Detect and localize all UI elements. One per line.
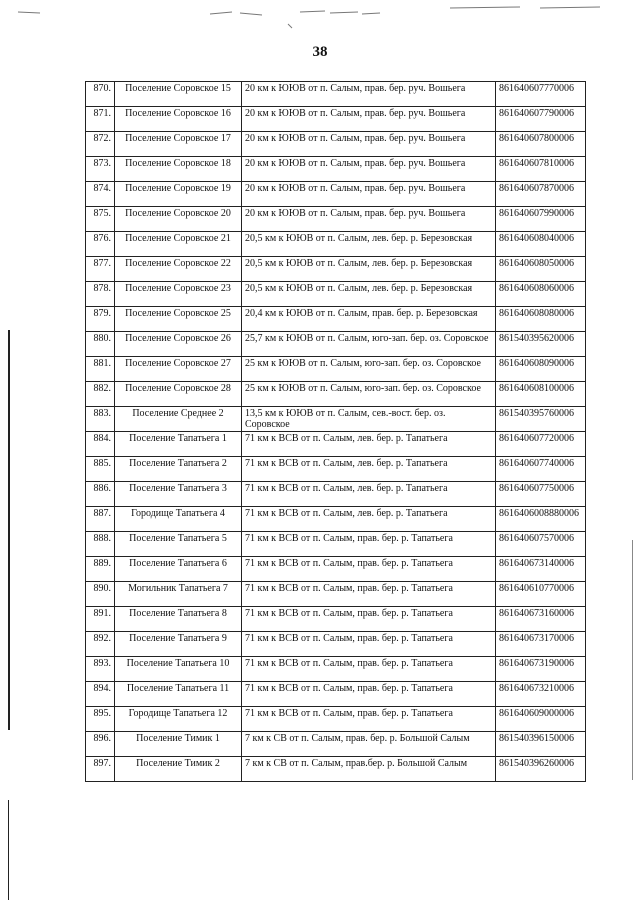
monument-name-cell: Поселение Соровское 27 xyxy=(115,357,242,382)
monument-name-cell: Поселение Тапатьега 5 xyxy=(115,532,242,557)
row-number-cell: 887. xyxy=(86,507,115,532)
table-row xyxy=(86,532,586,557)
table-row xyxy=(86,607,586,632)
row-number-cell: 896. xyxy=(86,732,115,757)
monument-name-cell: Поселение Тимик 1 xyxy=(115,732,242,757)
row-number-cell: 874. xyxy=(86,182,115,207)
page-number: 38 xyxy=(312,44,328,60)
table-row xyxy=(86,632,586,657)
monument-name-cell: Поселение Тимик 2 xyxy=(115,757,242,782)
location-cell: 71 км к ВСВ от п. Салым, лев. бер. р. Тапатьега xyxy=(242,482,496,507)
registry-code-cell: 861640608080006 xyxy=(496,307,586,332)
table-row xyxy=(86,332,586,357)
monument-name-cell: Поселение Соровское 19 xyxy=(115,182,242,207)
monument-name-cell: Поселение Тапатьега 10 xyxy=(115,657,242,682)
monument-name-cell: Городище Тапатьега 4 xyxy=(115,507,242,532)
location-cell: 25 км к ЮЮВ от п. Салым, юго-зап. бер. оз. Соровское xyxy=(242,357,496,382)
monument-name-cell: Городище Тапатьега 12 xyxy=(115,707,242,732)
row-number-cell: 882. xyxy=(86,382,115,407)
monument-name-cell: Могильник Тапатьега 7 xyxy=(115,582,242,607)
table-row xyxy=(86,232,586,257)
location-cell: 71 км к ВСВ от п. Салым, прав. бер. р. Тапатьега xyxy=(242,557,496,582)
table-row xyxy=(86,107,586,132)
registry-code-cell: 861640608090006 xyxy=(496,357,586,382)
table-row xyxy=(86,682,586,707)
location-cell: 7 км к СВ от п. Салым, прав. бер. р. Большой Салым xyxy=(242,732,496,757)
row-number-cell: 889. xyxy=(86,557,115,582)
scan-noise-marks xyxy=(0,4,640,34)
registry-code-cell: 861640607810006 xyxy=(496,157,586,182)
table-row xyxy=(86,732,586,757)
location-cell: 71 км к ВСВ от п. Салым, прав. бер. р. Тапатьега xyxy=(242,657,496,682)
registry-code-cell: 861640607800006 xyxy=(496,132,586,157)
row-number-cell: 878. xyxy=(86,282,115,307)
monument-name-cell: Поселение Тапатьега 2 xyxy=(115,457,242,482)
registry-code-cell: 861640610770006 xyxy=(496,582,586,607)
location-cell: 71 км к ВСВ от п. Салым, прав. бер. р. Тапатьега xyxy=(242,707,496,732)
row-number-cell: 870. xyxy=(86,82,115,107)
right-scan-edge xyxy=(632,540,633,780)
registry-code-cell: 861640607990006 xyxy=(496,207,586,232)
location-cell: 20 км к ЮЮВ от п. Салым, прав. бер. руч. Вошьега xyxy=(242,157,496,182)
table-row xyxy=(86,582,586,607)
table-row xyxy=(86,757,586,782)
registry-code-cell: 861540396260006 xyxy=(496,757,586,782)
row-number-cell: 890. xyxy=(86,582,115,607)
registry-code-cell: 861640608050006 xyxy=(496,257,586,282)
location-cell: 71 км к ВСВ от п. Салым, прав. бер. р. Тапатьега xyxy=(242,682,496,707)
monument-name-cell: Поселение Соровское 15 xyxy=(115,82,242,107)
table-row xyxy=(86,132,586,157)
table-row xyxy=(86,507,586,532)
location-cell: 71 км к ВСВ от п. Салым, прав. бер. р. Тапатьега xyxy=(242,582,496,607)
table-row xyxy=(86,207,586,232)
registry-code-cell: 861640607750006 xyxy=(496,482,586,507)
registry-code-cell: 861640607790006 xyxy=(496,107,586,132)
location-cell: 20 км к ЮЮВ от п. Салым, прав. бер. руч. Вошьега xyxy=(242,82,496,107)
row-number-cell: 876. xyxy=(86,232,115,257)
registry-code-cell: 861640608060006 xyxy=(496,282,586,307)
row-number-cell: 897. xyxy=(86,757,115,782)
monument-name-cell: Поселение Соровское 25 xyxy=(115,307,242,332)
monument-name-cell: Поселение Среднее 2 xyxy=(115,407,242,432)
location-cell: 20,5 км к ЮЮВ от п. Салым, лев. бер. р. Березовская xyxy=(242,232,496,257)
row-number-cell: 877. xyxy=(86,257,115,282)
row-number-cell: 894. xyxy=(86,682,115,707)
monument-name-cell: Поселение Тапатьега 6 xyxy=(115,557,242,582)
registry-code-cell: 861640608040006 xyxy=(496,232,586,257)
location-cell: 20 км к ЮЮВ от п. Салым, прав. бер. руч. Вошьега xyxy=(242,132,496,157)
registry-code-cell: 861640607720006 xyxy=(496,432,586,457)
table-row xyxy=(86,357,586,382)
table-row xyxy=(86,707,586,732)
row-number-cell: 881. xyxy=(86,357,115,382)
left-scan-edge xyxy=(8,330,10,730)
registry-code-cell: 861640607740006 xyxy=(496,457,586,482)
location-cell: 20 км к ЮЮВ от п. Салым, прав. бер. руч. Вошьега xyxy=(242,107,496,132)
registry-code-cell: 8616406008880006 xyxy=(496,507,586,532)
table-row xyxy=(86,82,586,107)
location-cell: 20,5 км к ЮЮВ от п. Салым, лев. бер. р. Березовская xyxy=(242,257,496,282)
location-cell: 20,4 км к ЮЮВ от п. Салым, прав. бер. р. Березовская xyxy=(242,307,496,332)
left-scan-edge-lower xyxy=(8,800,9,900)
monument-name-cell: Поселение Соровское 21 xyxy=(115,232,242,257)
table-row xyxy=(86,407,586,432)
table-row xyxy=(86,382,586,407)
table-row xyxy=(86,432,586,457)
location-cell: 71 км к ВСВ от п. Салым, прав. бер. р. Тапатьега xyxy=(242,532,496,557)
registry-code-cell: 861540395620006 xyxy=(496,332,586,357)
location-cell: 71 км к ВСВ от п. Салым, прав. бер. р. Тапатьега xyxy=(242,632,496,657)
table-row xyxy=(86,482,586,507)
registry-code-cell: 861640673140006 xyxy=(496,557,586,582)
location-cell: 71 км к ВСВ от п. Салым, лев. бер. р. Тапатьега xyxy=(242,507,496,532)
table-row xyxy=(86,257,586,282)
row-number-cell: 893. xyxy=(86,657,115,682)
registry-code-cell: 861640673160006 xyxy=(496,607,586,632)
registry-code-cell: 861640673190006 xyxy=(496,657,586,682)
monument-name-cell: Поселение Соровское 26 xyxy=(115,332,242,357)
row-number-cell: 879. xyxy=(86,307,115,332)
monument-name-cell: Поселение Тапатьега 8 xyxy=(115,607,242,632)
table-row xyxy=(86,182,586,207)
location-cell: 20 км к ЮЮВ от п. Салым, прав. бер. руч. Вошьега xyxy=(242,182,496,207)
registry-code-cell: 861540395760006 xyxy=(496,407,586,432)
row-number-cell: 885. xyxy=(86,457,115,482)
registry-code-cell: 861640607870006 xyxy=(496,182,586,207)
location-cell: 71 км к ВСВ от п. Салым, лев. бер. р. Тапатьега xyxy=(242,432,496,457)
monument-name-cell: Поселение Тапатьега 1 xyxy=(115,432,242,457)
registry-code-cell: 861540396150006 xyxy=(496,732,586,757)
row-number-cell: 872. xyxy=(86,132,115,157)
table-row xyxy=(86,307,586,332)
row-number-cell: 873. xyxy=(86,157,115,182)
monument-name-cell: Поселение Соровское 23 xyxy=(115,282,242,307)
registry-code-cell: 861640609000006 xyxy=(496,707,586,732)
location-cell: 71 км к ВСВ от п. Салым, лев. бер. р. Тапатьега xyxy=(242,457,496,482)
registry-code-cell: 861640608100006 xyxy=(496,382,586,407)
table-row xyxy=(86,157,586,182)
location-cell: 20,5 км к ЮЮВ от п. Салым, лев. бер. р. Березовская xyxy=(242,282,496,307)
monuments-table-body xyxy=(86,82,586,782)
table-row xyxy=(86,557,586,582)
row-number-cell: 886. xyxy=(86,482,115,507)
monument-name-cell: Поселение Соровское 18 xyxy=(115,157,242,182)
location-cell: 7 км к СВ от п. Салым, прав.бер. р. Большой Салым xyxy=(242,757,496,782)
monument-name-cell: Поселение Тапатьега 11 xyxy=(115,682,242,707)
registry-code-cell: 861640673210006 xyxy=(496,682,586,707)
row-number-cell: 875. xyxy=(86,207,115,232)
monument-name-cell: Поселение Соровское 17 xyxy=(115,132,242,157)
table-row xyxy=(86,457,586,482)
monument-name-cell: Поселение Тапатьега 9 xyxy=(115,632,242,657)
registry-code-cell: 861640607770006 xyxy=(496,82,586,107)
monument-name-cell: Поселение Соровское 28 xyxy=(115,382,242,407)
monument-name-cell: Поселение Соровское 16 xyxy=(115,107,242,132)
row-number-cell: 871. xyxy=(86,107,115,132)
registry-code-cell: 861640673170006 xyxy=(496,632,586,657)
location-cell: 25 км к ЮЮВ от п. Салым, юго-зап. бер. оз. Соровское xyxy=(242,382,496,407)
row-number-cell: 888. xyxy=(86,532,115,557)
row-number-cell: 880. xyxy=(86,332,115,357)
monument-name-cell: Поселение Тапатьега 3 xyxy=(115,482,242,507)
table-row xyxy=(86,657,586,682)
monuments-table xyxy=(85,81,586,782)
location-cell: 71 км к ВСВ от п. Салым, прав. бер. р. Тапатьега xyxy=(242,607,496,632)
location-cell: 20 км к ЮЮВ от п. Салым, прав. бер. руч. Вошьега xyxy=(242,207,496,232)
monument-name-cell: Поселение Соровское 20 xyxy=(115,207,242,232)
row-number-cell: 892. xyxy=(86,632,115,657)
row-number-cell: 891. xyxy=(86,607,115,632)
monument-name-cell: Поселение Соровское 22 xyxy=(115,257,242,282)
table-row xyxy=(86,282,586,307)
registry-code-cell: 861640607570006 xyxy=(496,532,586,557)
location-cell: 25,7 км к ЮЮВ от п. Салым, юго-зап. бер. оз. Соровское xyxy=(242,332,496,357)
row-number-cell: 883. xyxy=(86,407,115,432)
row-number-cell: 884. xyxy=(86,432,115,457)
location-cell: 13,5 км к ЮЮВ от п. Салым, сев.-вост. бер. оз. Соровское xyxy=(242,407,496,432)
row-number-cell: 895. xyxy=(86,707,115,732)
